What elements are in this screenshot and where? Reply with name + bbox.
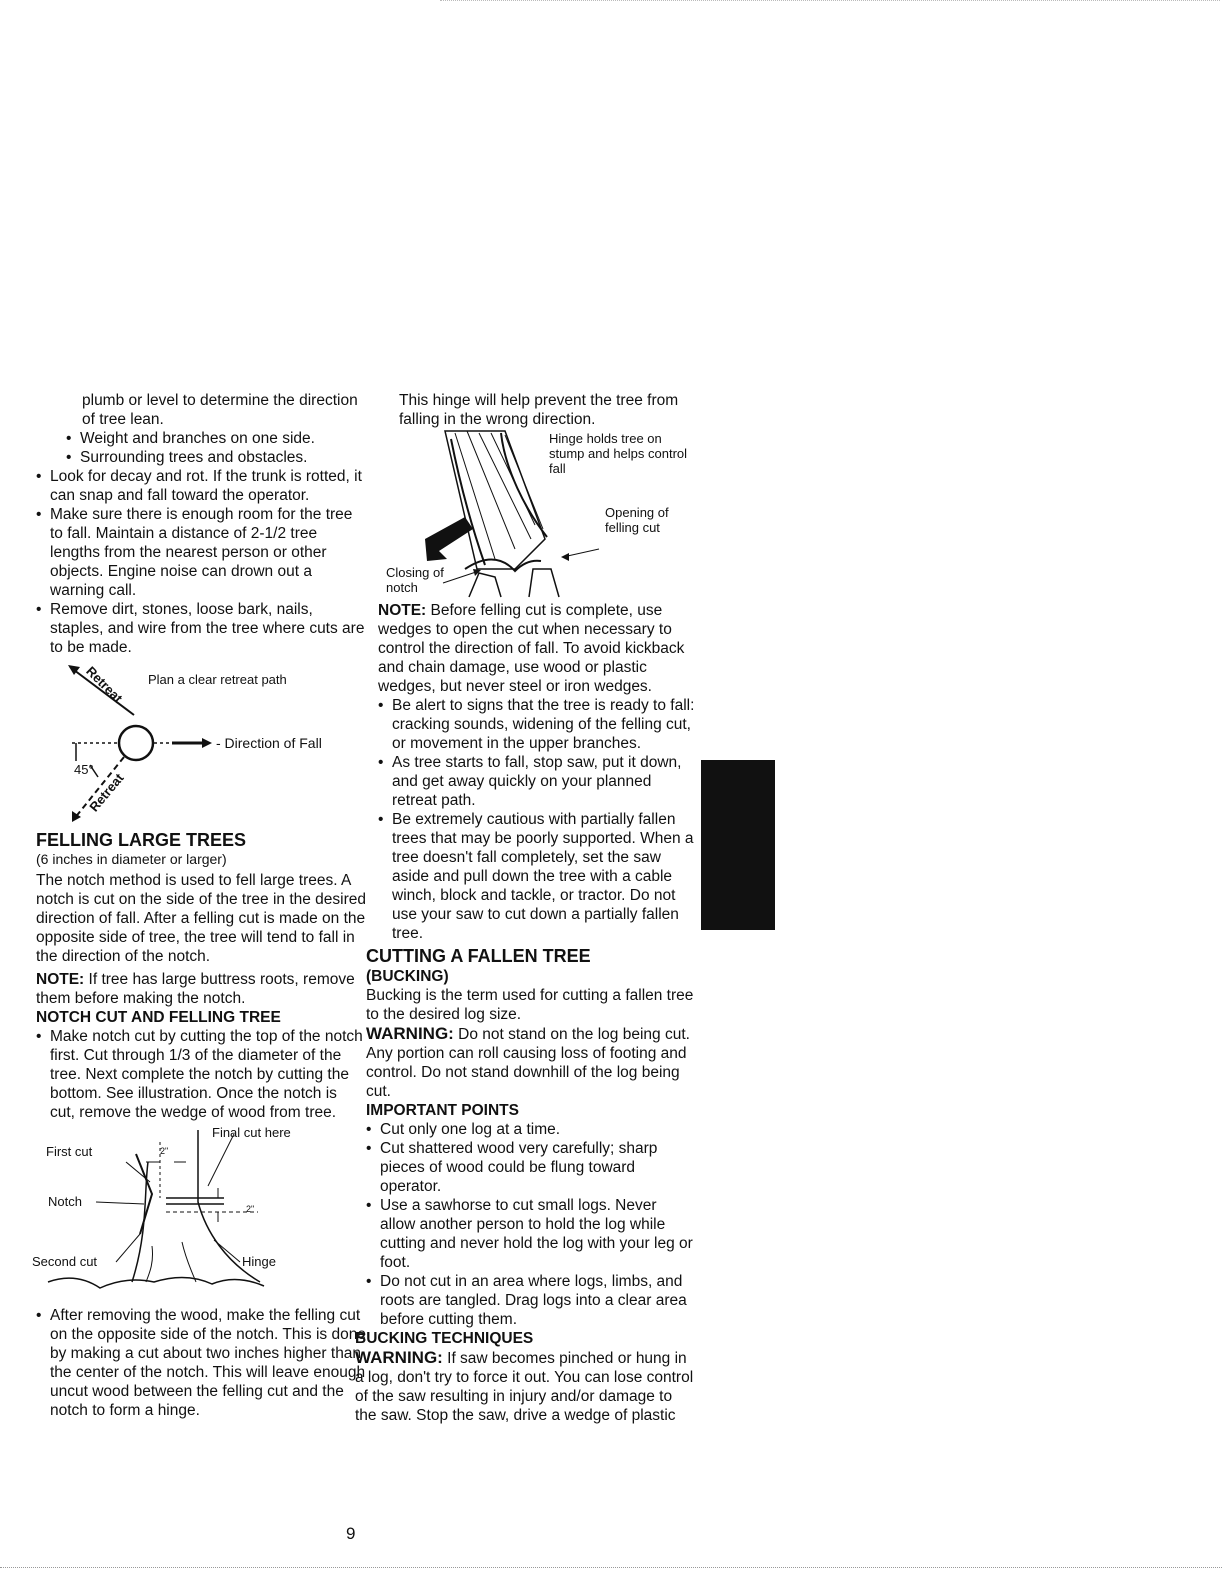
list-item: • Cut only one log at a time. xyxy=(366,1121,561,1138)
list-item: • Be extremely cautious with partially fallen trees that may be poorly supported. When a tree doesn't fall completely, set the saw aside and pull down the tree with a cable winch, block and tackle, or tractor. Do not use your saw to cut down a partially fallen tree. xyxy=(378,811,694,942)
note-label: NOTE: xyxy=(36,971,85,988)
list-item: • Make sure there is enough room for the tree to fall. Maintain a distance of 2-1/2 tree lengths from the nearest person or other objects. Engine noise can drown out a warning call. xyxy=(36,506,353,599)
dimension-label: 2" xyxy=(160,1146,169,1156)
section-tab-marker xyxy=(701,760,775,930)
list-item: • Cut shattered wood very carefully; sharp pieces of wood could be flung toward operator. xyxy=(366,1140,658,1195)
subsection-heading: BUCKING TECHNIQUES xyxy=(355,1330,534,1347)
intro-text: plumb or level to determine the direction of tree lean. xyxy=(82,392,358,428)
final-cut-label: Final cut here xyxy=(212,1125,291,1140)
note-paragraph: NOTE: Before felling cut is complete, use wedges to open the cut when necessary to control the direction of fall. To avoid kickback and chain damage, use wood or plastic wedges, but never steel or iron wedges. xyxy=(378,602,685,695)
subsection-heading: NOTCH CUT AND FELLING TREE xyxy=(36,1009,281,1026)
list-item: • Make notch cut by cutting the top of the notch first. Cut through 1/3 of the diameter of the tree. Next complete the notch by cutting the bottom. See illustration. Once the notch is cut, remove the wedge of wood from tree. xyxy=(36,1028,363,1121)
dimension-label: 2" xyxy=(246,1204,255,1214)
closing-label: Closing of notch xyxy=(386,565,444,595)
list-item: • After removing the wood, make the felling cut on the opposite side of the notch. This is done by making a cut about two inches higher than the center of the notch. This will leave enough uncut wood between the felling cut and the notch to form a hinge. xyxy=(36,1307,366,1419)
warning-label: WARNING: xyxy=(366,1024,454,1043)
felling-paragraph: The notch method is used to fell large trees. A notch is cut on the side of the tree in the desired direction of fall. After a felling cut is made on the opposite side of tree, the tree will tend to fall in the direction of the notch. xyxy=(36,872,367,965)
hinge-diagram xyxy=(355,429,695,601)
hinge-text: This hinge will help prevent the tree from falling in the wrong direction. xyxy=(399,392,679,428)
opening-label: Opening of felling cut xyxy=(605,505,669,535)
notch-diagram xyxy=(32,1122,366,1306)
retreat-diagram xyxy=(36,657,366,827)
note-label: NOTE: xyxy=(378,602,427,619)
list-item: • As tree starts to fall, stop saw, put it down, and get away quickly on your planned retreat path. xyxy=(378,754,682,809)
retreat-label: Retreat xyxy=(86,770,127,815)
list-item: • Look for decay and rot. If the trunk is rotted, it can snap and fall toward the operator. xyxy=(36,468,362,504)
right-column xyxy=(355,391,695,1425)
plan-retreat-label: Plan a clear retreat path xyxy=(148,672,287,687)
section-heading: CUTTING A FALLEN TREE xyxy=(366,946,591,966)
list-item: • Be alert to signs that the tree is ready to fall: cracking sounds, widening of the felling cut, or movement in the upper branches. xyxy=(378,697,695,752)
warning-label: WARNING: xyxy=(355,1348,443,1367)
bucking-paragraph: Bucking is the term used for cutting a fallen tree to the desired log size. xyxy=(366,987,694,1023)
bucking-block xyxy=(355,945,695,1329)
list-item: • Do not cut in an area where logs, limbs, and roots are tangled. Drag logs into a clear area before cutting them. xyxy=(366,1273,687,1328)
angle-label: 45° xyxy=(74,762,94,777)
second-cut-label: Second cut xyxy=(32,1254,98,1269)
first-cut-label: First cut xyxy=(46,1144,93,1159)
scan-edge-top xyxy=(440,0,1220,2)
page-number: 9 xyxy=(346,1524,356,1543)
list-item: • Weight and branches on one side. xyxy=(66,430,315,447)
note-paragraph: NOTE: If tree has large buttress roots, remove them before making the notch. xyxy=(36,971,355,1007)
list-item: • Use a sawhorse to cut small logs. Never allow another person to hold the log while cutting and never hold the log with your leg or foot. xyxy=(366,1197,693,1271)
warning-paragraph: WARNING: Do not stand on the log being cut. Any portion can roll causing loss of footing and control. Do not stand downhill of the log being cut. xyxy=(366,1024,690,1100)
left-column xyxy=(32,391,367,1420)
warning-paragraph: WARNING: If saw becomes pinched or hung in a log, don't try to force it out. You can lose control of the saw resulting in injury and/or damage to the saw. Stop the saw, drive a wedge of plastic xyxy=(355,1348,694,1424)
section-subheading: (BUCKING) xyxy=(366,968,449,985)
scan-edge-bottom xyxy=(0,1567,1222,1569)
direction-of-fall-label: - Direction of Fall xyxy=(216,735,322,751)
hinge-holds-label: Hinge holds tree on stump and helps control fall xyxy=(549,431,688,476)
retreat-label: Retreat xyxy=(83,663,126,706)
section-heading: FELLING LARGE TREES xyxy=(36,830,247,850)
list-item: • Remove dirt, stones, loose bark, nails, staples, and wire from the tree where cuts are to be made. xyxy=(36,601,365,656)
notch-label: Notch xyxy=(48,1194,82,1209)
section-subheading: (6 inches in diameter or larger) xyxy=(36,851,227,867)
subsection-heading: IMPORTANT POINTS xyxy=(366,1102,519,1119)
list-item: • Surrounding trees and obstacles. xyxy=(66,449,308,466)
hinge-label: Hinge xyxy=(242,1254,276,1269)
note-block xyxy=(355,601,695,943)
